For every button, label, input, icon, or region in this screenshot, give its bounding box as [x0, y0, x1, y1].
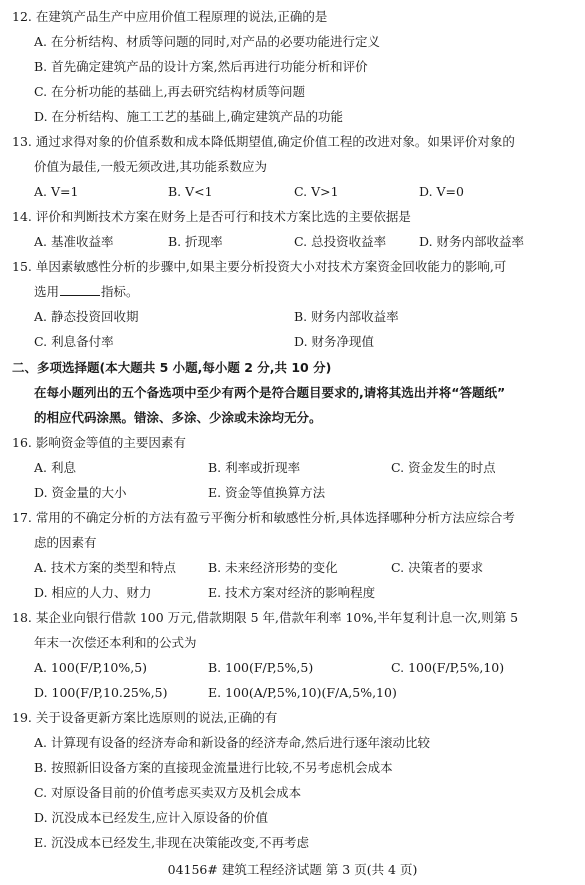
question-18-option-e: E. 100(A/P,5%,10)(F/A,5%,10): [208, 685, 397, 700]
question-14-option-b: B. 折现率: [168, 234, 223, 249]
question-17-option-c: C. 决策者的要求: [391, 560, 484, 575]
question-17-option-b: B. 未来经济形势的变化: [208, 560, 338, 575]
question-19-option-a: A. 计算现有设备的经济寿命和新设备的经济寿命,然后进行逐年滚动比较: [34, 735, 430, 750]
question-13-stem-cont: 价值为最佳,一般无须改进,其功能系数应为: [34, 159, 267, 174]
question-16-option-d: D. 资金量的大小: [34, 485, 127, 500]
question-18-option-c: C. 100(F/P,5%,10): [391, 660, 505, 675]
question-16-option-a: A. 利息: [34, 460, 76, 475]
section-2-instruction-2: 的相应代码涂黑。错涂、多涂、少涂或未涂均无分。: [34, 410, 322, 425]
question-16-options-row-2: [0, 482, 585, 504]
question-12-stem: 12. 在建筑产品生产中应用价值工程原理的说法,正确的是: [12, 9, 328, 24]
question-19-option-b: B. 按照新旧设备方案的直接现金流量进行比较,不另考虑机会成本: [34, 760, 393, 775]
question-14-option-d: D. 财务内部收益率: [419, 234, 525, 249]
question-19-option-c: C. 对原设备目前的价值考虑买卖双方及机会成本: [34, 785, 302, 800]
question-14-stem: 14. 评价和判断技术方案在财务上是否可行和技术方案比选的主要依据是: [12, 209, 411, 224]
question-16-stem: 16. 影响资金等值的主要因素有: [12, 435, 186, 450]
question-17-options-row-1: [0, 557, 585, 579]
question-13-stem: 13. 通过求得对象的价值系数和成本降低期望值,确定价值工程的改进对象。如果评价对象的: [12, 134, 515, 149]
question-19-option-d: D. 沉没成本已经发生,应计入原设备的价值: [34, 810, 268, 825]
question-12-option-b: B. 首先确定建筑产品的设计方案,然后再进行功能分析和评价: [34, 59, 368, 74]
question-17-option-e: E. 技术方案对经济的影响程度: [208, 585, 376, 600]
question-18-options-row-1: [0, 657, 585, 679]
question-16-option-b: B. 利率或折现率: [208, 460, 301, 475]
question-18-stem: 18. 某企业向银行借款 100 万元,借款期限 5 年,借款年利率 10%,半年复利计息一次,则第 5: [12, 610, 519, 625]
question-14-option-a: A. 基准收益率: [34, 234, 114, 249]
question-12-option-a: A. 在分析结构、材质等问题的同时,对产品的必要功能进行定义: [34, 34, 380, 49]
question-15-options-row-2: [0, 331, 585, 353]
question-17-option-d: D. 相应的人力、财力: [34, 585, 152, 600]
question-18-option-a: A. 100(F/P,10%,5): [34, 660, 148, 675]
question-15-option-a: A. 静态投资回收期: [34, 309, 139, 324]
question-18-option-d: D. 100(F/P,10.25%,5): [34, 685, 168, 700]
question-15-stem-cont: [0, 281, 585, 303]
question-13-option-d: D. V=0: [419, 184, 464, 199]
question-16-options-row-1: [0, 457, 585, 479]
question-18-stem-cont: 年末一次偿还本利和的公式为: [34, 635, 197, 650]
question-17-options-row-2: [0, 582, 585, 604]
question-15-stem-after-blank: 指标。: [101, 284, 139, 299]
question-16-option-c: C. 资金发生的时点: [391, 460, 496, 475]
question-15-stem-before-blank: 选用: [34, 284, 60, 299]
question-19-stem: 19. 关于设备更新方案比选原则的说法,正确的有: [12, 710, 278, 725]
question-17-stem: 17. 常用的不确定分析的方法有盈亏平衡分析和敏感性分析,具体选择哪种分析方法应综合考: [12, 510, 515, 525]
page-footer: 04156# 建筑工程经济试题 第 3 页(共 4 页): [167, 862, 418, 877]
question-12-option-d: D. 在分析结构、施工工艺的基础上,确定建筑产品的功能: [34, 109, 343, 124]
question-17-stem-cont: 虑的因素有: [34, 535, 97, 550]
question-17-option-a: A. 技术方案的类型和特点: [34, 560, 176, 575]
section-2-title: 二、多项选择题(本大题共 5 小题,每小题 2 分,共 10 分): [12, 360, 332, 375]
question-15-option-d: D. 财务净现值: [294, 334, 375, 349]
question-13-option-b: B. V<1: [168, 184, 213, 199]
question-14-option-c: C. 总投资收益率: [294, 234, 387, 249]
question-12-option-c: C. 在分析功能的基础上,再去研究结构材质等问题: [34, 84, 306, 99]
question-13-options: [0, 181, 585, 203]
question-15-option-c: C. 利息备付率: [34, 334, 114, 349]
question-13-option-a: A. V=1: [34, 184, 79, 199]
question-15-options-row-1: [0, 306, 585, 328]
question-16-option-e: E. 资金等值换算方法: [208, 485, 326, 500]
question-15-option-b: B. 财务内部收益率: [294, 309, 399, 324]
question-13-option-c: C. V>1: [294, 184, 339, 199]
answer-blank: [60, 281, 100, 296]
question-19-option-e: E. 沉没成本已经发生,非现在决策能改变,不再考虑: [34, 835, 310, 850]
question-14-options: [0, 231, 585, 253]
question-18-options-row-2: [0, 682, 585, 704]
section-2-instruction-1: 在每小题列出的五个备选项中至少有两个是符合题目要求的,请将其选出并将“答题纸”: [34, 385, 506, 400]
question-18-option-b: B. 100(F/P,5%,5): [208, 660, 314, 675]
question-15-stem: 15. 单因素敏感性分析的步骤中,如果主要分析投资大小对技术方案资金回收能力的影响,可: [12, 259, 507, 274]
